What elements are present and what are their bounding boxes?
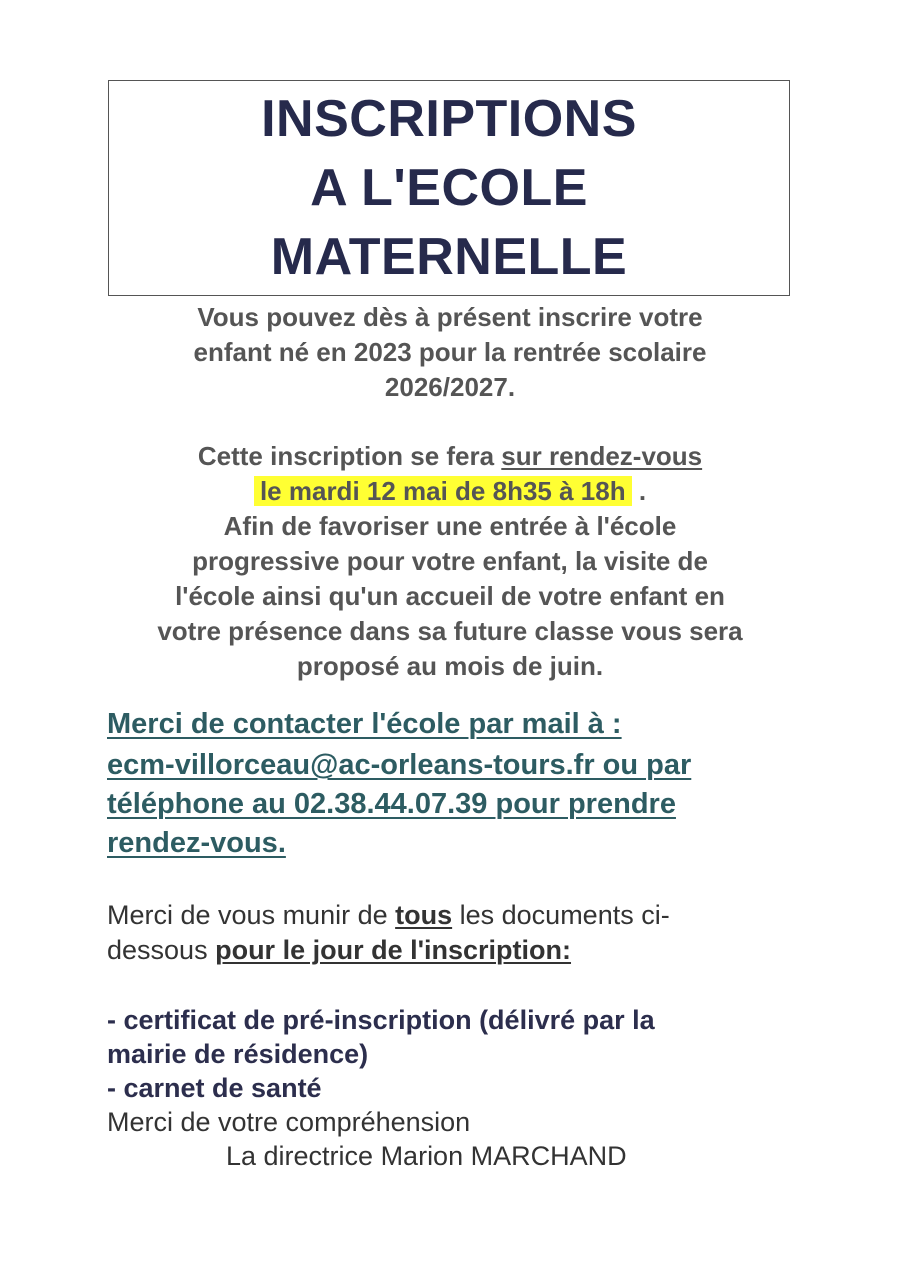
documents-day: pour le jour de l'inscription: xyxy=(215,935,572,965)
intro-line-3: 2026/2027. xyxy=(384,372,516,402)
item-1-line-2: mairie de résidence) xyxy=(107,1039,369,1069)
documents-line-1 xyxy=(107,900,670,931)
documents-prefix: Merci de vous munir de xyxy=(107,900,396,930)
title-line-2: A L'ECOLE xyxy=(310,159,588,217)
rdv-date-suffix: . xyxy=(631,476,647,506)
rdv-line-4: progressive pour votre enfant, la visite de xyxy=(192,546,708,576)
rdv-line-7: proposé au mois de juin. xyxy=(296,651,604,681)
rdv-line-3: Afin de favoriser une entrée à l'école xyxy=(223,511,677,541)
title-line-3: MATERNELLE xyxy=(270,228,628,286)
rdv-date-line xyxy=(0,476,900,507)
rdv-underlined: sur rendez-vous xyxy=(501,441,703,471)
documents-tous: tous xyxy=(395,900,453,930)
contact-line-4: rendez-vous. xyxy=(107,827,286,859)
contact-line-2[interactable]: ecm-villorceau@ac-orleans-tours.fr ou par xyxy=(107,749,692,781)
rdv-line-6: votre présence dans sa future classe vous sera xyxy=(157,616,743,646)
rdv-line-5: l'école ainsi qu'un accueil de votre enfant en xyxy=(175,581,725,611)
closing-signature: La directrice Marion MARCHAND xyxy=(226,1141,627,1171)
item-1-line-1: - certificat de pré-inscription (délivré par la xyxy=(107,1005,655,1035)
intro-line-1: Vous pouvez dès à présent inscrire votre xyxy=(197,302,703,332)
title-line-1: INSCRIPTIONS xyxy=(261,90,637,148)
contact-line-1: Merci de contacter l'école par mail à : xyxy=(107,708,622,740)
contact-line-3: téléphone au 02.38.44.07.39 pour prendre xyxy=(107,788,676,820)
documents-suffix: les documents ci- xyxy=(452,900,670,930)
closing-thanks: Merci de votre compréhension xyxy=(107,1107,471,1137)
rdv-date-highlight: le mardi 12 mai de 8h35 à 18h xyxy=(254,476,632,506)
documents-line-2 xyxy=(107,935,571,966)
intro-line-2: enfant né en 2023 pour la rentrée scolaire xyxy=(193,337,707,367)
rdv-line-1 xyxy=(0,441,900,472)
title-box xyxy=(108,80,790,296)
documents-l2-prefix: dessous xyxy=(107,935,216,965)
item-2: - carnet de santé xyxy=(107,1073,322,1103)
rdv-prefix: Cette inscription se fera xyxy=(197,441,502,471)
